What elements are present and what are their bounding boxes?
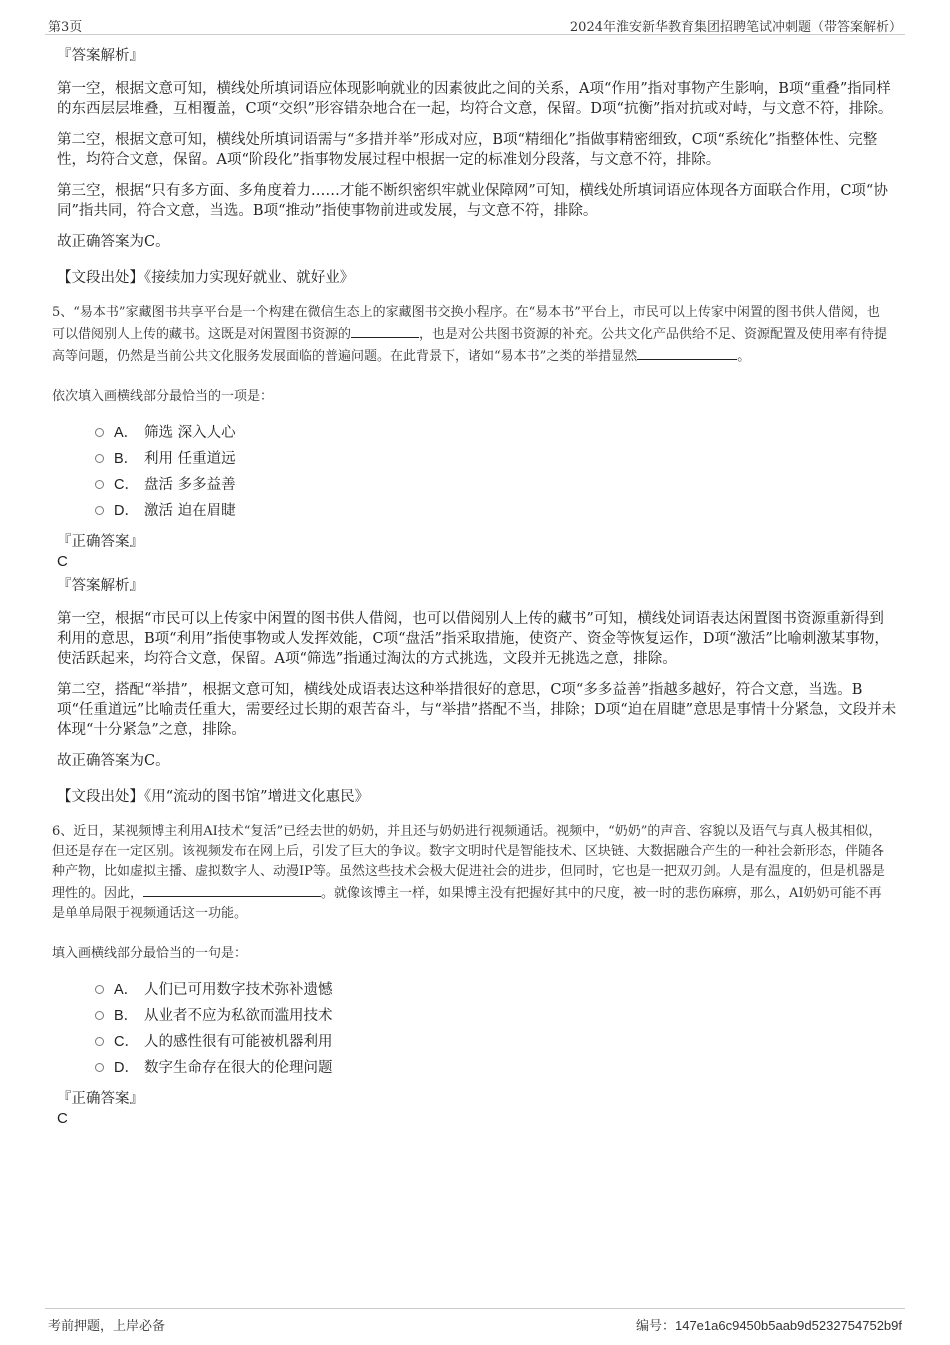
- question-prompt: 填入画横线部分最恰当的一句是：: [52, 946, 248, 961]
- option-text: 盘活 多多益善: [144, 476, 236, 493]
- analysis-paragraph: 第一空，根据“市民可以上传家中闲置的图书供人借阅，也可以借阅别人上传的藏书”可知，横线处词语表达闲置图书资源重新得到利用的意思，B项“利用”指使事物或人发挥效能，C项“盘活”指采取措施，使资产、资金等恢复运作，D项“激活”比喻刺激某事物，使活跃起来，均符合文意，保留。A项“筛选”指通过淘汰的方式挑选，文段并无挑选之意，排除。: [57, 611, 889, 667]
- page-content: [52, 44, 897, 1131]
- analysis-paragraph: 第二空，搭配“举措”，根据文意可知，横线处成语表达这种举措很好的意思，C项“多多益善”指越多越好，符合文意，当选。B项“任重道远”比喻责任重大，需要经过长期的艰苦奋斗，与“举措”搭配不当，排除；D项“迫在眉睫”意思是事情十分紧急，文段并未体现“十分紧急”之意，排除。: [57, 682, 897, 738]
- stem-text: 6、近日，某视频博主利用AI技术“复活”已经去世的奶奶，并且还与奶奶进行视频通话。视频中，“奶奶”的声音、容貌以及语气与真人极其相似，但还是存在一定区别。该视频发布在网上后，引发了巨大的争议。数字文明时代是智能技术、区块链、大数据融合产生的一种社会新形态，伴随各种产物，比如虚拟主播、虚拟数字人、动漫IP等。虽然这些技术会极大促进社会的进步，但同时，它也是一把双刃剑。人是有温度的，但是机器是理性的。因此，: [52, 824, 885, 901]
- radio-icon[interactable]: [95, 480, 104, 489]
- option-letter: C．: [114, 476, 139, 493]
- analysis-paragraph: 第三空，根据“只有多方面、多角度着力……才能不断织密织牢就业保障网”可知，横线处所填词语应体现各方面联合作用，C项“协同”指共同，符合文意，当选。B项“推动”指使事物前进或发展，与文意不符，排除。: [57, 183, 888, 219]
- source-prefix: 【文段出处】: [57, 270, 144, 286]
- option-text: 利用 任重道远: [144, 450, 236, 467]
- radio-icon[interactable]: [95, 1063, 104, 1072]
- source-title: 《接续加力实现好就业、就好业》: [144, 270, 355, 286]
- conclusion: 故正确答案为C。: [57, 753, 170, 769]
- stem-text: 。就像该博主一样，如果博主没有把握好其中的尺度，被一时的悲伤麻痹，那么，AI奶奶可能不再是单单局限于视频通话这一功能。: [52, 886, 882, 921]
- question-stem: [52, 822, 888, 924]
- document-code: [636, 1315, 902, 1334]
- option-text: 激活 迫在眉睫: [144, 502, 236, 519]
- code-label: 编号：: [635, 1319, 675, 1334]
- radio-icon[interactable]: [95, 428, 104, 437]
- stem-text: 5、“易本书”家藏图书共享平台是一个构建在微信生态上的家藏图书交换小程序。在“易本书”平台上，市民可以上传家中闲置的图书供人借阅，也可以借阅别人上传的藏书。这既是对闲置图书资源的: [52, 305, 880, 342]
- option-b[interactable]: [95, 444, 897, 470]
- option-text: 筛选 深入人心: [144, 424, 236, 441]
- source-citation: [57, 266, 897, 287]
- option-letter: D．: [114, 1059, 139, 1076]
- correct-answer: C: [57, 1110, 68, 1127]
- analysis-label: 『答案解析』: [57, 48, 144, 64]
- analysis-label: 『答案解析』: [57, 578, 144, 594]
- option-c[interactable]: [95, 470, 897, 496]
- option-text: 从业者不应为私欲而滥用技术: [144, 1007, 333, 1024]
- option-text: 人的感性很有可能被机器利用: [144, 1033, 333, 1050]
- fill-blank: [637, 345, 737, 360]
- analysis-paragraph: 第一空，根据文意可知，横线处所填词语应体现影响就业的因素彼此之间的关系，A项“作用”指对事物产生影响，B项“重叠”指同样的东西层层堆叠，互相覆盖，C项“交织”形容错杂地合在一起，均符合文意，保留。D项“抗衡”指对抗或对峙，与文意不符，排除。: [57, 81, 893, 117]
- option-c[interactable]: [95, 1027, 897, 1053]
- radio-icon[interactable]: [95, 454, 104, 463]
- option-letter: A．: [114, 424, 139, 441]
- analysis-paragraph: 第二空，根据文意可知，横线处所填词语需与“多措并举”形成对应，B项“精细化”指做事精密细致，C项“系统化”指整体性、完整性，均符合文意，保留。A项“阶段化”指事物发展过程中根据一定的标准划分段落，与文意不符，排除。: [57, 132, 878, 168]
- option-a[interactable]: [95, 418, 897, 444]
- radio-icon[interactable]: [95, 1011, 104, 1020]
- code-value: 147e1a6c9450b5aab9d5232754752b9f: [674, 1318, 902, 1333]
- option-letter: D．: [114, 502, 139, 519]
- conclusion: 故正确答案为C。: [57, 234, 170, 250]
- correct-answer-label: 『正确答案』: [57, 1091, 144, 1107]
- radio-icon[interactable]: [95, 506, 104, 515]
- fill-blank: [143, 882, 321, 897]
- stem-text: 。: [737, 349, 751, 364]
- option-letter: A．: [114, 981, 139, 998]
- page-header: [45, 12, 905, 35]
- option-d[interactable]: [95, 496, 897, 522]
- source-title: 《用“流动的图书馆”增进文化惠民》: [144, 789, 370, 805]
- option-letter: B．: [114, 450, 139, 467]
- footer-slogan: 考前押题，上岸必备: [48, 1319, 166, 1334]
- option-b[interactable]: [95, 1001, 897, 1027]
- document-title: 2024年淮安新华教育集团招聘笔试冲刺题（带答案解析）: [569, 20, 902, 35]
- option-text: 人们已可用数字技术弥补遗憾: [144, 981, 333, 998]
- option-a[interactable]: [95, 975, 897, 1001]
- source-citation: [57, 785, 897, 806]
- option-text: 数字生命存在很大的伦理问题: [144, 1059, 333, 1076]
- question-prompt: 依次填入画横线部分最恰当的一项是：: [52, 389, 274, 404]
- stem-text: ，也是对公共图书资源的补充。公共文化产品供给不足、资源配置及使用率有待提高等问题，仍然是当前公共文化服务发展面临的普遍问题。在此背景下，诸如“易本书”之类的举措显然: [52, 327, 888, 364]
- fill-blank: [351, 323, 419, 338]
- radio-icon[interactable]: [95, 985, 104, 994]
- correct-answer-label: 『正确答案』: [57, 534, 144, 550]
- option-letter: B．: [114, 1007, 139, 1024]
- option-list: [95, 975, 897, 1079]
- option-letter: C．: [114, 1033, 139, 1050]
- radio-icon[interactable]: [95, 1037, 104, 1046]
- option-d[interactable]: [95, 1053, 897, 1079]
- correct-answer: C: [57, 553, 68, 570]
- page-number: 第3页: [48, 20, 83, 35]
- page-footer: [45, 1308, 905, 1335]
- option-list: [95, 418, 897, 522]
- source-prefix: 【文段出处】: [57, 789, 144, 805]
- question-stem: [52, 303, 888, 367]
